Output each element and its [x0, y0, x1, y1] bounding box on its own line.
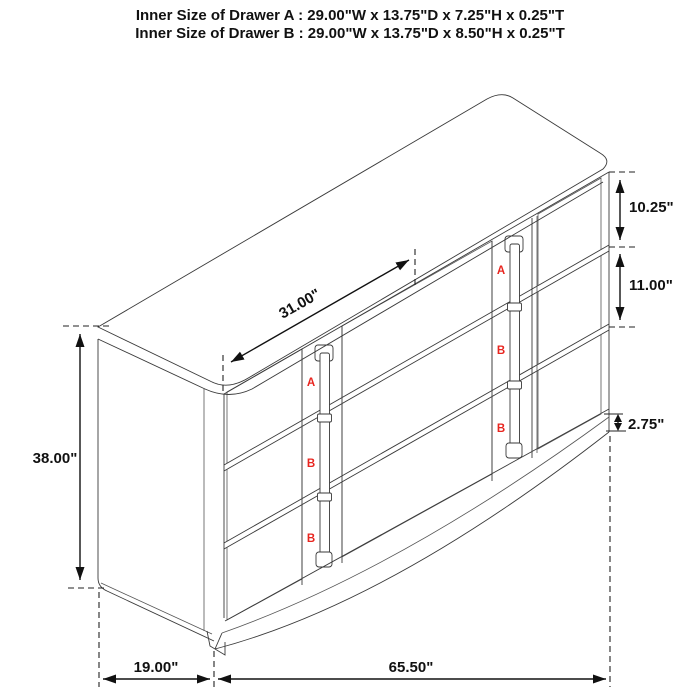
drawer-letter-b2: B — [306, 533, 316, 545]
drawer-handle-1 — [315, 345, 333, 567]
drawer-letter-a2: A — [496, 265, 506, 277]
dimension-label-overall-width: 65.50" — [388, 659, 434, 676]
cabinet-front-frame — [224, 172, 609, 432]
fluted-panel-middle — [342, 241, 492, 557]
dimension-label-top-width: 31.00" — [276, 285, 324, 323]
drawer-letter-b4: B — [496, 423, 506, 435]
drawer-letter-b3: B — [496, 345, 506, 357]
drawer-gap-lines — [224, 245, 609, 549]
fluted-panel-left — [227, 349, 302, 620]
header-title — [0, 7, 700, 42]
dimension-label-drawer-a-height: 10.25" — [629, 199, 674, 216]
dimension-label-drawer-b-height: 11.00" — [629, 277, 673, 294]
header-line-drawer-a: Inner Size of Drawer A : 29.00"W x 13.75"D x 7.25"H x 0.25"T — [135, 7, 565, 24]
dimension-label-base-height: 2.75" — [628, 416, 665, 433]
drawer-letter-b1: B — [306, 458, 316, 470]
dimension-label-overall-height: 38.00" — [32, 450, 78, 467]
dimension-base-height — [604, 414, 664, 433]
drawer-handle-2 — [505, 236, 523, 458]
dimension-drawer-heights — [609, 172, 674, 327]
cabinet-drawing — [98, 95, 609, 655]
drawer-letter-a1: A — [306, 377, 316, 389]
dimension-label-depth: 19.00" — [133, 659, 179, 676]
fluted-panel-right — [538, 178, 601, 449]
header-line-drawer-b: Inner Size of Drawer B : 29.00"W x 13.75"D x 8.50"H x 0.25"T — [135, 24, 565, 42]
cabinet-top-face — [98, 95, 607, 395]
cabinet-side-panel — [98, 339, 224, 641]
